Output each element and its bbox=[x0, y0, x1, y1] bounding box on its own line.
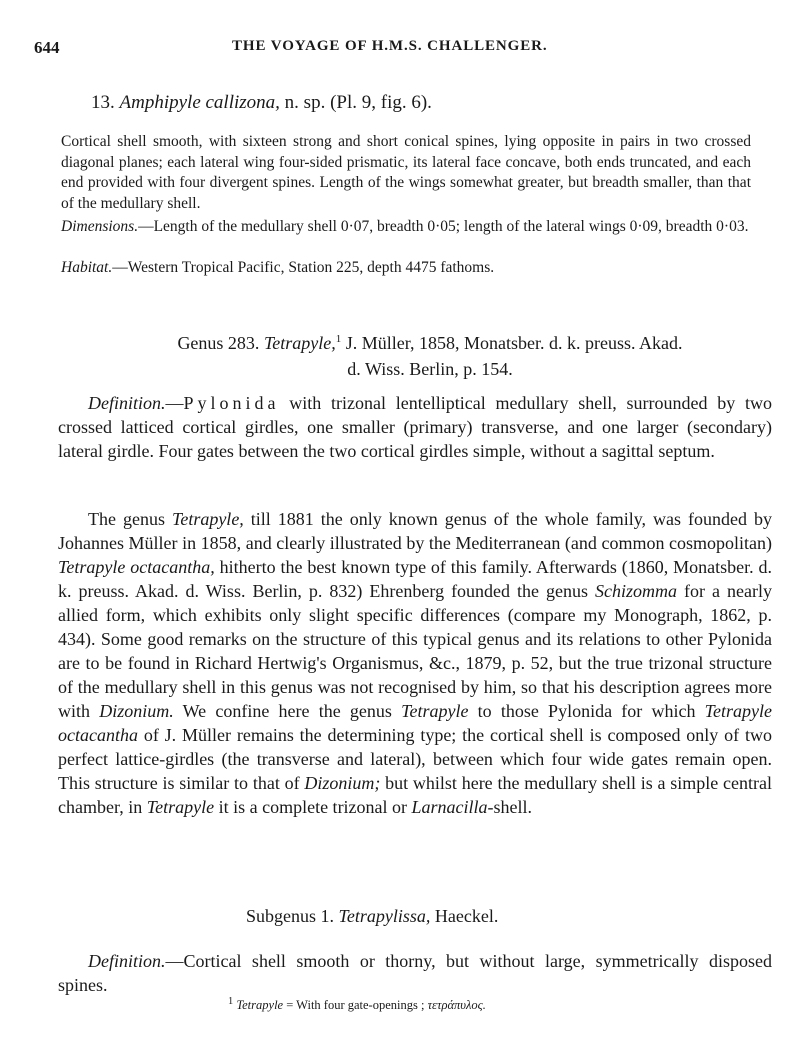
genus-definition bbox=[58, 391, 772, 463]
body-text: it is a complete trizonal or bbox=[214, 797, 412, 817]
footnote-greek: τετράπυλος. bbox=[427, 998, 486, 1013]
dimensions-label: Dimensions. bbox=[61, 218, 139, 235]
body-text: of J. Müller remains the determining type; the cortical shell is composed only of two perfect lattice-girdles (the transverse and lateral), between which four wide gates remain open. This structure is similar to that of bbox=[58, 725, 772, 793]
footnote-number: 1 bbox=[228, 996, 234, 1007]
body-text: We confine here the genus bbox=[173, 701, 402, 721]
subgenus-heading bbox=[246, 906, 498, 927]
genus-discussion bbox=[58, 507, 772, 819]
body-text: -shell. bbox=[487, 797, 533, 817]
body-italic: Dizonium. bbox=[99, 701, 174, 721]
species-heading bbox=[91, 92, 432, 114]
genus-name: Tetrapyle, bbox=[263, 333, 336, 353]
species-description bbox=[61, 132, 751, 214]
body-text: to those Pylonida for which bbox=[468, 701, 705, 721]
footnote-term: Tetrapyle bbox=[236, 998, 284, 1013]
body-text: till 1881 the only known genus of the whole family, was founded by Johannes Müller in 1858, and clearly illustrated by the Mediterranean (and common cosmopolitan) bbox=[58, 509, 772, 553]
footnote-text: = With four gate-openings ; bbox=[283, 998, 428, 1013]
body-text: for a nearly allied form, which exhibits only slight specific differences (compare my Monograph, 1862, p. 434). Some good remarks on the structure of this typical genus and its relations to other Pylonida are to be found in Richard Hertwig's Organismus, &c., 1879, p. 52, but the true trizonal structure of the medullary shell in this genus was not recognised by him, so that his description agrees more with bbox=[58, 581, 772, 721]
definition2-text: —Cortical shell smooth or thorny, but without large, symmetrically disposed spines. bbox=[58, 951, 772, 995]
species-number: 13. bbox=[91, 92, 115, 113]
body-italic: Tetrapyle octacantha, bbox=[58, 557, 215, 577]
footnote-mark: 1 bbox=[335, 333, 342, 345]
dimensions-text: —Length of the medullary shell 0·07, breadth 0·05; length of the lateral wings 0·09, breadth 0·03. bbox=[138, 218, 749, 235]
genus-heading-line-1 bbox=[150, 326, 710, 356]
body-italic: Dizonium; bbox=[304, 773, 381, 793]
subgenus-prefix: Subgenus 1. bbox=[246, 906, 339, 926]
body-text: but whilst here the medullary shell is a simple central chamber, in bbox=[58, 773, 772, 817]
dimensions-paragraph bbox=[61, 217, 751, 238]
body-text: The genus bbox=[88, 509, 172, 529]
subgenus-author: Haeckel. bbox=[430, 906, 499, 926]
definition-dash: — bbox=[165, 393, 184, 413]
genus-heading-line-2: d. Wiss. Berlin, p. 154. bbox=[347, 359, 513, 379]
body-italic: Tetrapyle bbox=[146, 797, 215, 817]
genus-heading bbox=[150, 326, 710, 382]
definition-family: Pylonida bbox=[183, 393, 280, 413]
body-italic: Tetrapyle bbox=[401, 701, 469, 721]
page-number: 644 bbox=[34, 38, 60, 57]
species-name: Amphipyle callizona, bbox=[119, 92, 280, 113]
footnote bbox=[228, 996, 486, 1013]
habitat-text: —Western Tropical Pacific, Station 225, depth 4475 fathoms. bbox=[112, 259, 495, 276]
habitat-paragraph bbox=[61, 258, 751, 279]
species-plate-ref: n. sp. (Pl. 9, fig. 6). bbox=[279, 92, 432, 113]
body-italic: Schizomma bbox=[595, 581, 678, 601]
definition-label: Definition. bbox=[88, 393, 166, 413]
body-italic: Larnacilla bbox=[411, 797, 488, 817]
definition2-label: Definition. bbox=[88, 951, 166, 971]
body-italic: Tetrapyle, bbox=[171, 509, 244, 529]
subgenus-name: Tetrapylissa, bbox=[338, 906, 431, 926]
description-text: Cortical shell smooth, with sixteen strong and short conical spines, lying opposite in pairs in two crossed diagonal planes; each lateral wing four-sided prismatic, its lateral face concave, both ends truncated, and each end provided with four divergent spines. Length of the wings somewhat greater, but breadth smaller, than that of the medullary shell. bbox=[61, 133, 751, 212]
body-italic: Tetrapyle octacantha bbox=[58, 701, 772, 745]
genus-prefix: Genus 283. bbox=[177, 333, 264, 353]
habitat-label: Habitat. bbox=[61, 259, 113, 276]
subgenus-definition bbox=[58, 949, 772, 997]
genus-citation: J. Müller, 1858, Monatsber. d. k. preuss. Akad. bbox=[341, 333, 683, 353]
body-text: hitherto the best known type of this family. Afterwards (1860, Monatsber. d. k. preuss. Akad. d. Wiss. Berlin, p. 832) Ehrenberg founded the genus bbox=[58, 557, 772, 601]
running-head: THE VOYAGE OF H.M.S. CHALLENGER. bbox=[232, 38, 548, 54]
definition-text: with trizonal lentelliptical medullary shell, surrounded by two crossed latticed cortical girdles, one smaller (primary) transverse, and one larger (secondary) lateral girdle. Four gates between the two cortical girdles simple, without a sagittal septum. bbox=[58, 393, 772, 461]
